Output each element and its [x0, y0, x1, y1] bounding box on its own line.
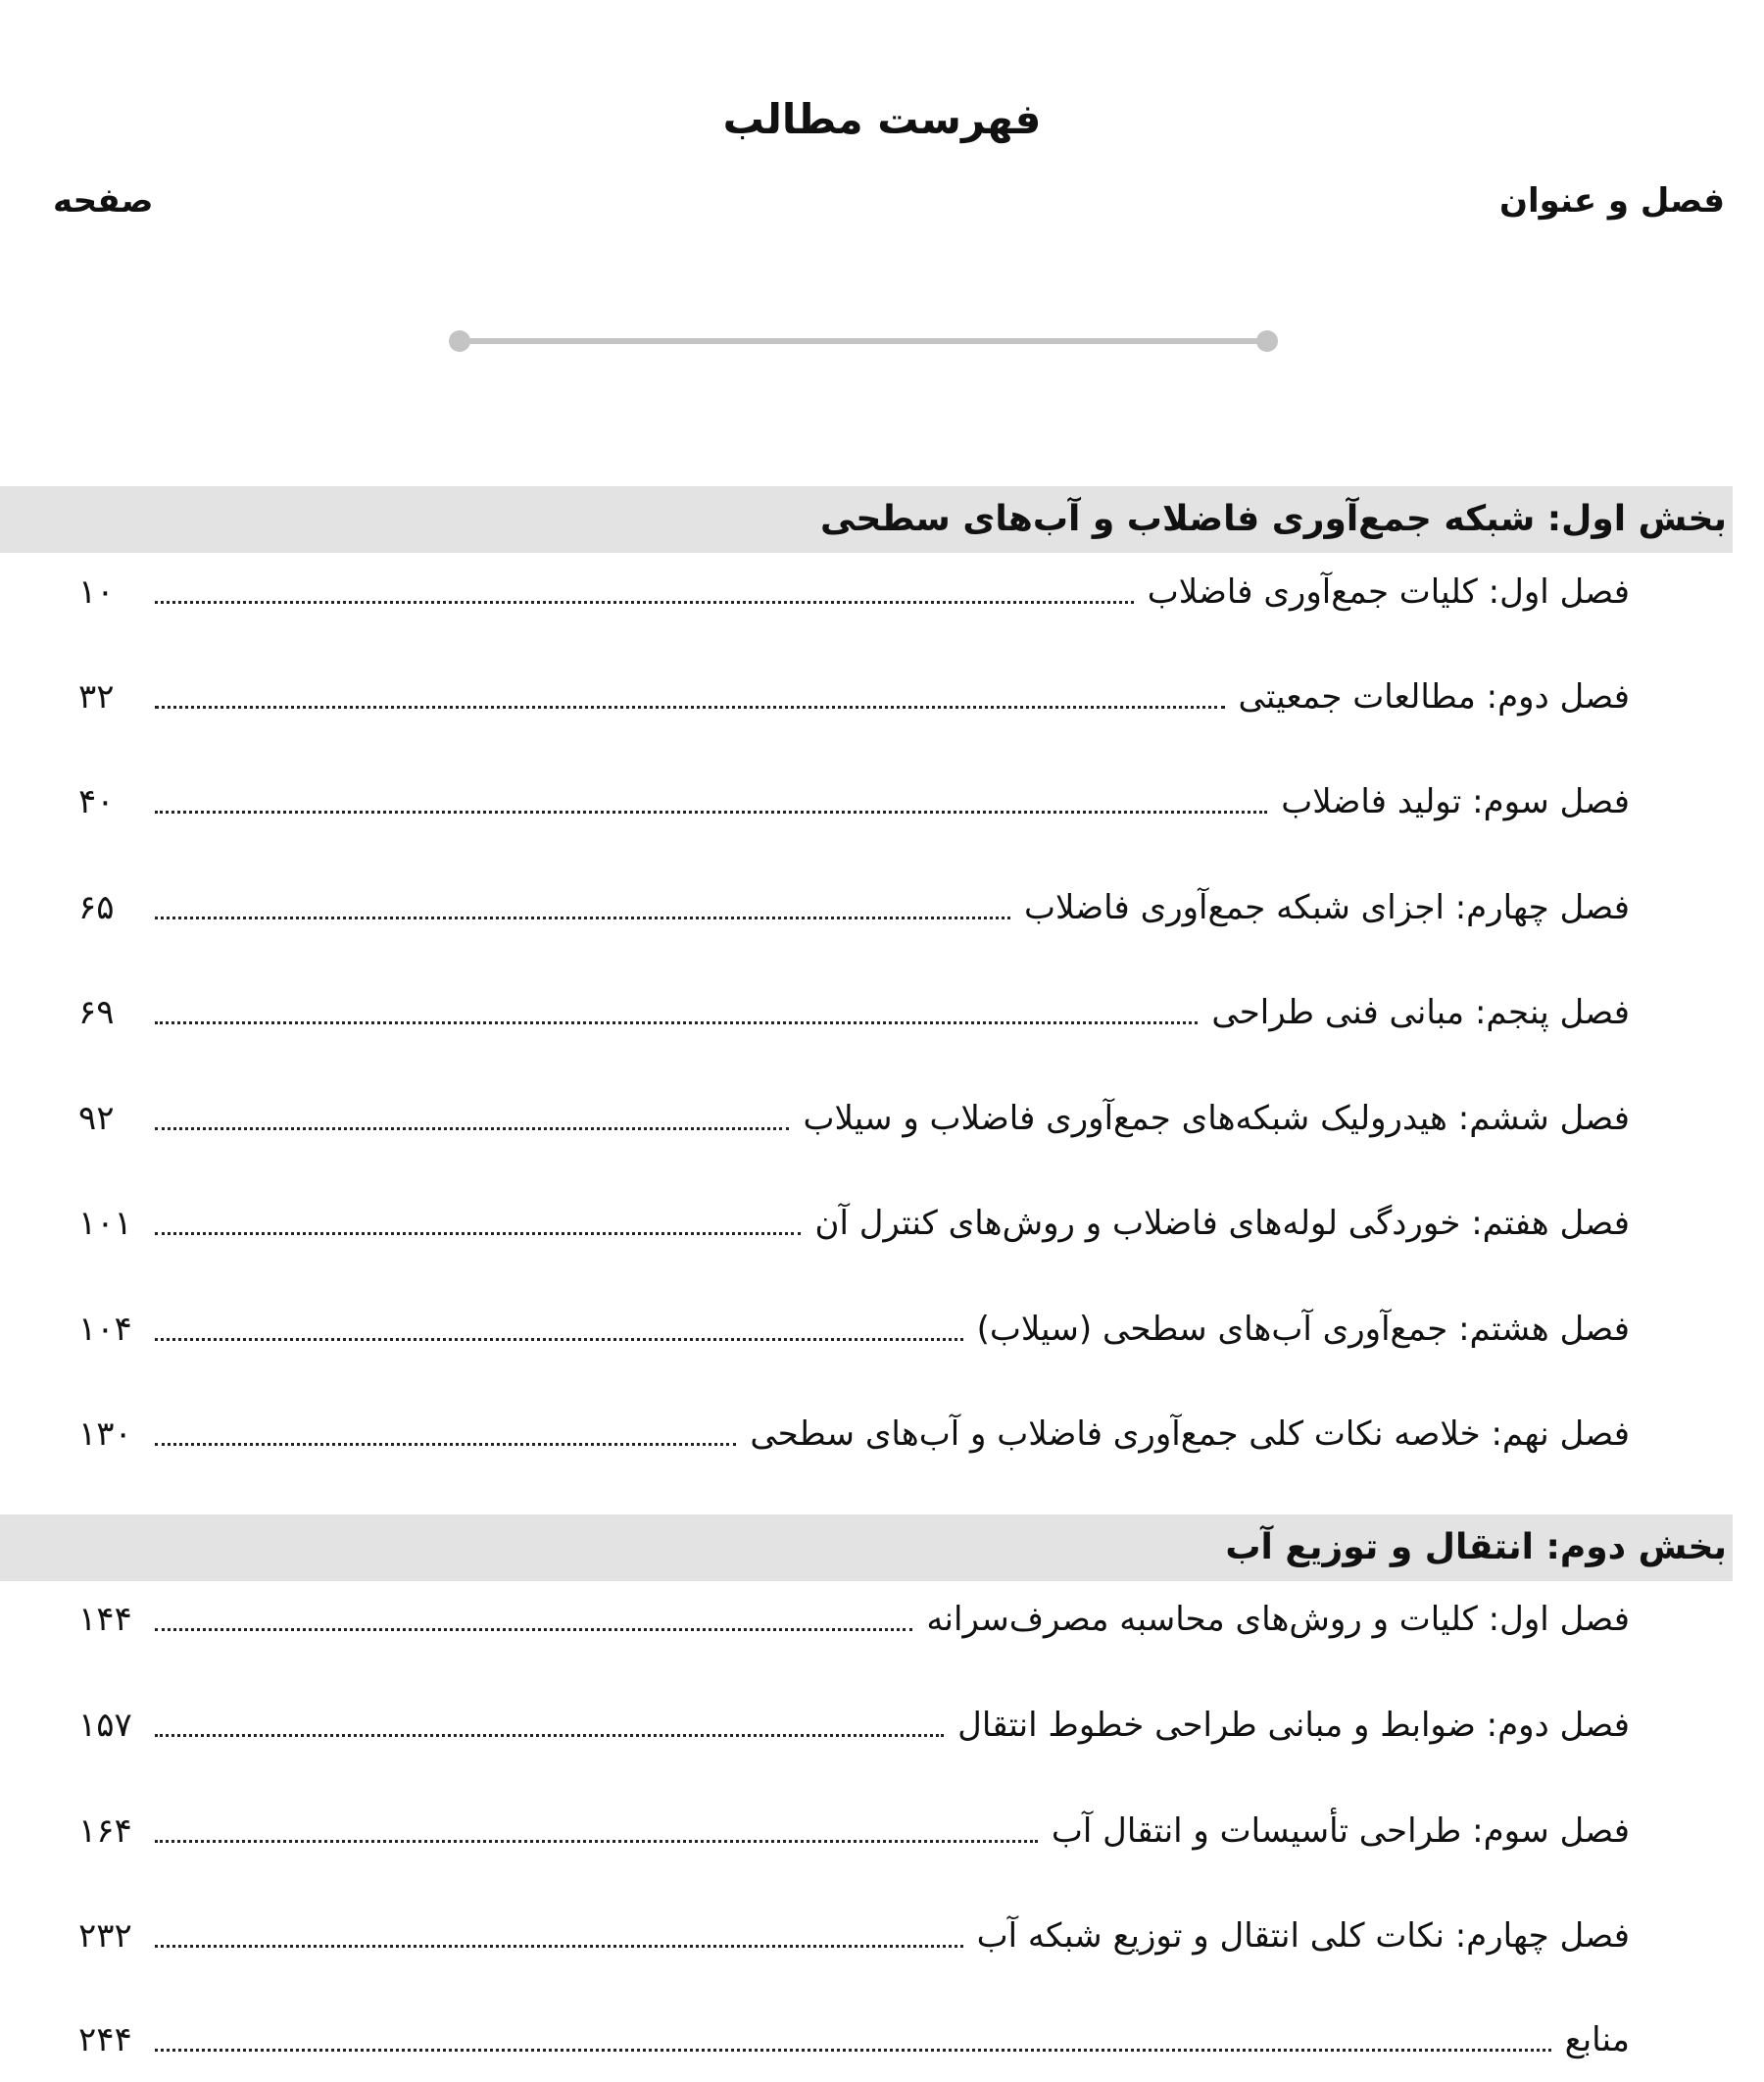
dot-leader — [155, 1338, 963, 1341]
toc-entry-title: فصل اول: کلیات جمع‌آوری فاضلاب — [1147, 572, 1630, 612]
decorative-divider — [449, 330, 1278, 352]
dot-leader — [155, 1840, 1038, 1843]
toc-entry-title: فصل دوم: مطالعات جمعیتی — [1238, 677, 1630, 717]
divider-bar — [460, 338, 1267, 344]
divider-dot-right — [1256, 330, 1278, 352]
dot-leader — [155, 917, 1010, 919]
toc-entry[interactable] — [78, 983, 1630, 1038]
toc-entry-page: ۱۰۴ — [78, 1310, 132, 1349]
section-heading: بخش دوم: انتقال و توزیع آب — [1225, 1527, 1727, 1567]
dot-leader — [155, 2049, 1551, 2052]
toc-entry-title: فصل ششم: هیدرولیک شبکه‌های جمع‌آوری فاضلاب و سیلاب — [803, 1099, 1630, 1138]
toc-entry[interactable] — [78, 1590, 1630, 1645]
toc-entry-page: ۴۰ — [78, 782, 115, 821]
toc-entry-page: ۱۰ — [78, 572, 115, 612]
toc-entry[interactable] — [78, 1300, 1630, 1355]
toc-entry-title: فصل پنجم: مبانی فنی طراحی — [1211, 993, 1630, 1032]
dot-leader — [155, 811, 1267, 814]
toc-entry-title: فصل هشتم: جمع‌آوری آب‌های سطحی (سیلاب) — [976, 1310, 1630, 1349]
toc-entry[interactable] — [78, 1194, 1630, 1249]
toc-entry-title: فصل دوم: ضوابط و مبانی طراحی خطوط انتقال — [957, 1706, 1630, 1745]
toc-entry-page: ۳۲ — [78, 677, 115, 717]
toc-entry[interactable] — [78, 563, 1630, 618]
page-title: فهرست مطالب — [722, 95, 1042, 143]
toc-entry[interactable] — [78, 1089, 1630, 1144]
dot-leader — [155, 706, 1225, 709]
dot-leader — [155, 1127, 789, 1130]
dot-leader — [155, 1021, 1198, 1024]
dot-leader — [155, 1628, 912, 1631]
toc-entry-page: ۱۴۴ — [78, 1600, 132, 1639]
toc-entry-title: منابع — [1564, 2020, 1630, 2059]
toc-entry-page: ۱۵۷ — [78, 1706, 132, 1745]
toc-entry[interactable] — [78, 1907, 1630, 1961]
toc-entry[interactable] — [78, 2010, 1630, 2065]
divider-dot-left — [449, 330, 470, 352]
toc-entry[interactable] — [78, 1405, 1630, 1460]
toc-entry-title: فصل هفتم: خوردگی لوله‌های فاضلاب و روش‌های کنترل آن — [814, 1204, 1630, 1243]
section-header — [0, 486, 1733, 553]
toc-entry[interactable] — [78, 878, 1630, 933]
toc-entry[interactable] — [78, 1802, 1630, 1857]
toc-entry-title: فصل نهم: خلاصه نکات کلی جمع‌آوری فاضلاب و آب‌های سطحی — [750, 1414, 1630, 1454]
toc-entry[interactable] — [78, 1696, 1630, 1751]
toc-entry-title: فصل سوم: طراحی تأسیسات و انتقال آب — [1051, 1811, 1630, 1851]
toc-entry-page: ۱۰۱ — [78, 1204, 132, 1243]
toc-entry-page: ۶۵ — [78, 888, 115, 927]
toc-entry-page: ۶۹ — [78, 993, 115, 1032]
column-header-page: صفحه — [53, 181, 154, 221]
toc-entry-title: فصل چهارم: نکات کلی انتقال و توزیع شبکه آب — [976, 1916, 1630, 1956]
dot-leader — [155, 1734, 944, 1737]
toc-entry-title: فصل اول: کلیات و روش‌های محاسبه مصرف‌سرانه — [926, 1600, 1630, 1639]
section-heading: بخش اول: شبکه جمع‌آوری فاضلاب و آب‌های سطحی — [820, 499, 1727, 539]
toc-entry-page: ۱۶۴ — [78, 1811, 132, 1851]
dot-leader — [155, 601, 1134, 604]
toc-entry-page: ۱۳۰ — [78, 1414, 132, 1454]
dot-leader — [155, 1945, 963, 1948]
toc-entry-page: ۹۲ — [78, 1099, 115, 1138]
toc-entry-page: ۲۴۴ — [78, 2020, 132, 2059]
section-header — [0, 1514, 1733, 1581]
toc-entry-title: فصل سوم: تولید فاضلاب — [1281, 782, 1630, 821]
toc-entry[interactable] — [78, 668, 1630, 722]
dot-leader — [155, 1232, 801, 1235]
dot-leader — [155, 1443, 736, 1446]
toc-entry[interactable] — [78, 772, 1630, 827]
toc-entry-title: فصل چهارم: اجزای شبکه جمع‌آوری فاضلاب — [1024, 888, 1630, 927]
column-header-title: فصل و عنوان — [1498, 181, 1725, 221]
toc-entry-page: ۲۳۲ — [78, 1916, 132, 1956]
